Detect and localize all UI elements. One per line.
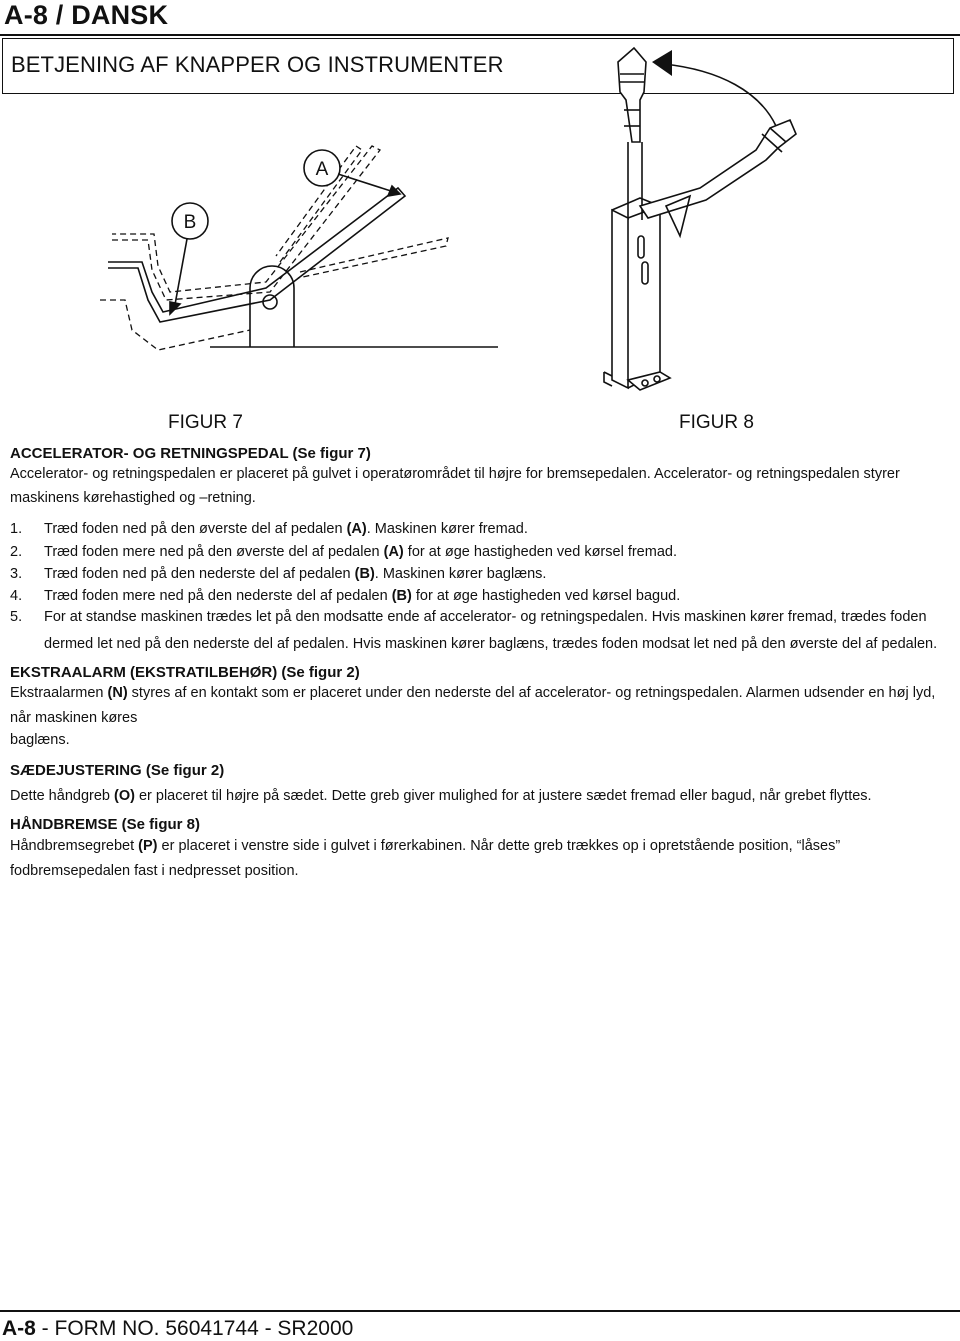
step-number: 4. bbox=[10, 588, 23, 604]
alarm-line-2: når maskinen køres bbox=[10, 710, 138, 726]
step-text: Træd foden ned på den nederste del af pedalen (B). Maskinen kører baglæns. bbox=[44, 566, 547, 582]
handbrake-line-1: Håndbremsegrebet (P) er placeret i venstre side i gulvet i førerkabinen. Når dette greb trækkes op i opretstående position, “låses” bbox=[10, 838, 841, 854]
accelerator-intro-line-1: Accelerator- og retningspedalen er placeret på gulvet i operatørområdet til højre for bremsepedalen. Accelerator- og retningspedalen styrer bbox=[10, 466, 900, 482]
step-text-line-2: dermed let ned på den nederste del af pedalen. Hvis maskinen kører baglæns, trædes foden modsat let ned på den øverste del af pedalen. bbox=[44, 636, 938, 652]
alarm-line-3: baglæns. bbox=[10, 732, 70, 748]
step-number: 1. bbox=[10, 521, 23, 537]
fig7-label-b: B bbox=[183, 212, 197, 233]
page-header: A-8 / DANSK bbox=[4, 0, 169, 30]
seat-line: Dette håndgreb (O) er placeret til højre på sædet. Dette greb giver mulighed for at justere sædet fremad eller bagud, når grebet flyttes. bbox=[10, 788, 872, 804]
figure-8-handbrake-drawing bbox=[604, 48, 796, 390]
accelerator-heading: ACCELERATOR- OG RETNINGSPEDAL (Se figur 7) bbox=[10, 445, 371, 462]
figure-8-caption: FIGUR 8 bbox=[679, 412, 754, 433]
fig7-label-a: A bbox=[315, 159, 329, 180]
step-text: Træd foden mere ned på den øverste del af pedalen (A) for at øge hastigheden ved kørsel fremad. bbox=[44, 544, 677, 560]
figure-illustrations bbox=[0, 0, 960, 410]
alarm-heading: EKSTRAALARM (EKSTRATILBEHØR) (Se figur 2) bbox=[10, 664, 360, 681]
section-title: BETJENING AF KNAPPER OG INSTRUMENTER bbox=[11, 52, 504, 77]
figure-7-caption: FIGUR 7 bbox=[168, 412, 243, 433]
handbrake-heading: HÅNDBREMSE (Se figur 8) bbox=[10, 816, 201, 833]
figure-7-pedal-drawing bbox=[100, 146, 498, 350]
step-number: 2. bbox=[10, 544, 23, 560]
step-text: Træd foden ned på den øverste del af pedalen (A). Maskinen kører fremad. bbox=[44, 521, 528, 537]
accelerator-intro-line-2: maskinens kørehastighed og –retning. bbox=[10, 490, 256, 506]
seat-heading: SÆDEJUSTERING (Se figur 2) bbox=[10, 762, 225, 779]
step-number: 3. bbox=[10, 566, 23, 582]
footer-divider bbox=[0, 1310, 960, 1312]
step-text: Træd foden mere ned på den nederste del af pedalen (B) for at øge hastigheden ved kørsel bagud. bbox=[44, 588, 681, 604]
motion-arrowhead-icon bbox=[652, 50, 672, 76]
alarm-line-1: Ekstraalarmen (N) styres af en kontakt som er placeret under den nederste del af accelerator- og retningspedalen. Alarmen udsender en høj lyd, bbox=[10, 685, 936, 701]
page-footer: A-8 - FORM NO. 56041744 - SR2000 bbox=[2, 1317, 354, 1340]
step-number: 5. bbox=[10, 609, 23, 625]
step-text-line-1: For at standse maskinen trædes let på den modsatte ende af accelerator- og retningspedalen. Hvis maskinen kører fremad, trædes foden bbox=[44, 609, 927, 625]
handbrake-line-2: fodbremsepedalen fast i nedpresset position. bbox=[10, 863, 299, 879]
